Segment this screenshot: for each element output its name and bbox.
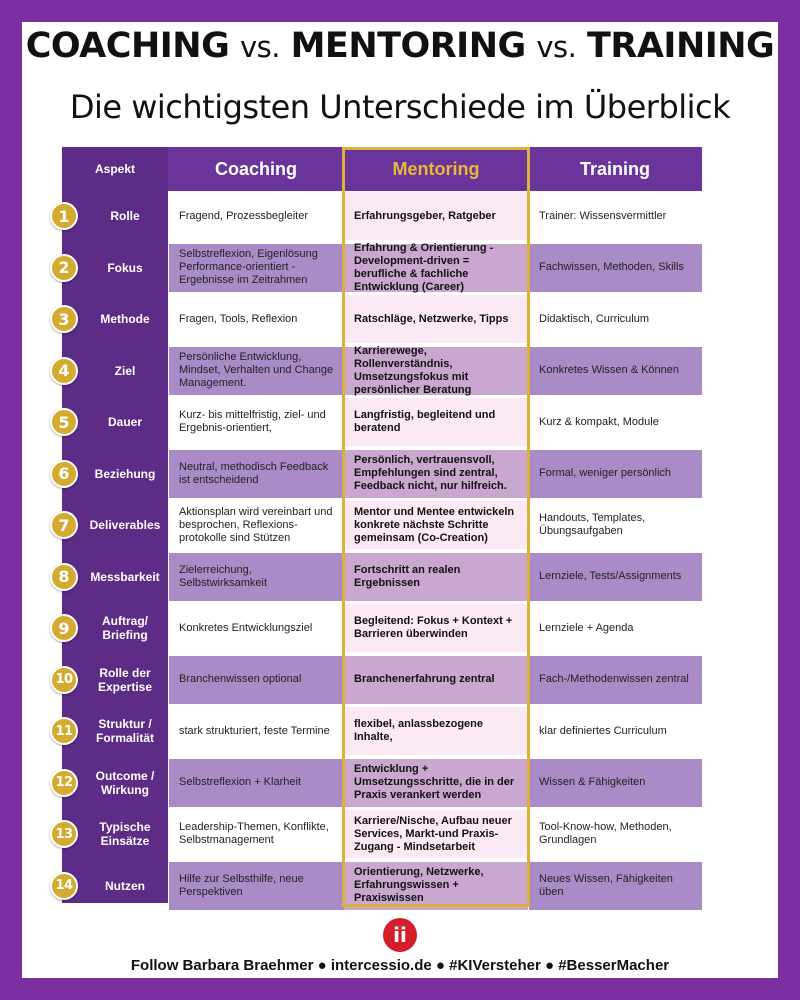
intercessio-logo: ii — [383, 918, 417, 952]
cell-coaching: Neutral, methodisch Feedback ist entscheidend — [169, 450, 344, 498]
row-aspect-label: Rolle der Expertise — [97, 665, 153, 694]
row-aspect-label: Dauer — [107, 415, 142, 429]
row-number-badge: 4 — [50, 357, 78, 385]
cell-coaching: Fragend, Prozessbegleiter — [169, 192, 344, 240]
cell-coaching: Aktionsplan wird vereinbart und besprochen, Reflexions-protokolle sind Stützen — [169, 501, 344, 549]
header-mentoring: Mentoring — [344, 147, 528, 191]
title-mentoring: MENTORING — [290, 26, 526, 66]
row-aspect-label: Deliverables — [89, 518, 161, 532]
table-row — [62, 809, 702, 859]
table-row — [62, 346, 702, 396]
row-aspect-label: Outcome / Wirkung — [95, 768, 155, 797]
cell-training: Didaktisch, Curriculum — [529, 295, 702, 343]
row-aspect-label: Typische Einsätze — [99, 820, 151, 848]
header-coaching: Coaching — [168, 147, 344, 191]
cell-mentoring: Karriere/Nische, Aufbau neuer Services, Markt-und Praxis-Zugang - Mindsetarbeit — [344, 810, 528, 858]
row-number-badge: 14 — [50, 872, 78, 900]
table-row — [62, 449, 702, 499]
table-row — [62, 294, 702, 344]
cell-coaching: Leadership-Themen, Konflikte, Selbstmanagement — [169, 810, 344, 858]
row-number-badge: 8 — [50, 563, 78, 591]
row-aspect-label: Methode — [100, 312, 150, 326]
comparison-table — [62, 147, 702, 903]
row-aspect-label: Struktur / Formalität — [95, 717, 154, 745]
cell-training: Tool-Know-how, Methoden, Grundlagen — [529, 810, 702, 858]
row-aspect-label: Nutzen — [105, 878, 145, 893]
cell-mentoring: Karrierewege, Rollenverständnis, Umsetzungsfokus mit persönlicher Beratung — [344, 347, 528, 395]
cell-mentoring: Langfristig, begleitend und beratend — [344, 398, 528, 446]
cell-mentoring: Orientierung, Netzwerke, Erfahrungswissen + Praxiswissen — [344, 862, 528, 910]
cell-training: Trainer: Wissensvermittler — [529, 192, 702, 240]
row-number-badge: 9 — [50, 614, 78, 642]
row-number-badge: 3 — [50, 305, 78, 333]
table-row — [62, 603, 702, 653]
page-title — [0, 26, 800, 66]
cell-mentoring: Erfahrungsgeber, Ratgeber — [344, 192, 528, 240]
title-vs-1: vs. — [239, 30, 280, 64]
cell-training: Lernziele + Agenda — [529, 604, 702, 652]
table-row — [62, 655, 702, 705]
cell-training: Konkretes Wissen & Können — [529, 347, 702, 395]
table-row — [62, 552, 702, 602]
row-number-badge: 1 — [50, 202, 78, 230]
cell-coaching: Konkretes Entwicklungsziel — [169, 604, 344, 652]
header-training: Training — [528, 147, 702, 191]
title-vs-2: vs. — [536, 30, 577, 64]
cell-mentoring: Fortschritt an realen Ergebnissen — [344, 553, 528, 601]
row-aspect-label: Beziehung — [94, 466, 156, 481]
table-row — [62, 861, 702, 911]
table-row — [62, 706, 702, 756]
table-row — [62, 500, 702, 550]
row-number-badge: 10 — [50, 666, 78, 694]
cell-mentoring: Begleitend: Fokus + Kontext + Barrieren überwinden — [344, 604, 528, 652]
row-number-badge: 13 — [50, 820, 78, 848]
cell-mentoring: flexibel, anlassbezogene Inhalte, — [344, 707, 528, 755]
table-row — [62, 191, 702, 241]
cell-mentoring: Persönlich, vertrauensvoll, Empfehlungen sind zentral, Feedback nicht, nur hilfreich. — [344, 450, 528, 498]
cell-training: Wissen & Fähigkeiten — [529, 759, 702, 807]
cell-mentoring: Erfahrung & Orientierung - Development-driven = berufliche & fachliche Entwicklung (Career) — [344, 244, 528, 292]
row-aspect-label: Messbarkeit — [90, 569, 160, 584]
cell-training: Lernziele, Tests/Assignments — [529, 553, 702, 601]
row-number-badge: 11 — [50, 717, 78, 745]
cell-mentoring: Entwicklung + Umsetzungsschritte, die in der Praxis verankert werden — [344, 759, 528, 807]
cell-coaching: Fragen, Tools, Reflexion — [169, 295, 344, 343]
cell-mentoring: Mentor und Mentee entwickeln konkrete nächste Schritte gemeinsam (Co-Creation) — [344, 501, 528, 549]
cell-coaching: Hilfe zur Selbsthilfe, neue Perspektiven — [169, 862, 344, 910]
table-row — [62, 243, 702, 293]
cell-coaching: Selbstreflexion, Eigenlösung Performance-orientiert - Ergebnisse im Zeitrahmen — [169, 244, 344, 292]
table-row — [62, 397, 702, 447]
cell-training: Handouts, Templates, Übungsaufgaben — [529, 501, 702, 549]
cell-coaching: Zielerreichung, Selbstwirksamkeit — [169, 553, 344, 601]
row-aspect-label: Rolle — [110, 209, 140, 223]
row-aspect-label: Ziel — [114, 363, 136, 378]
cell-mentoring: Branchenerfahrung zentral — [344, 656, 528, 704]
page-subtitle: Die wichtigsten Unterschiede im Überblick — [69, 88, 731, 126]
cell-training: Formal, weniger persönlich — [529, 450, 702, 498]
row-number-badge: 6 — [50, 460, 78, 488]
cell-coaching: Persönliche Entwicklung, Mindset, Verhalten und Change Management. — [169, 347, 344, 395]
row-number-badge: 5 — [50, 408, 78, 436]
title-training: TRAINING — [587, 26, 775, 66]
row-number-badge: 7 — [50, 511, 78, 539]
cell-coaching: Branchenwissen optional — [169, 656, 344, 704]
cell-training: Kurz & kompakt, Module — [529, 398, 702, 446]
cell-training: klar definiertes Curriculum — [529, 707, 702, 755]
row-number-badge: 12 — [50, 769, 78, 797]
cell-coaching: stark strukturiert, feste Termine — [169, 707, 344, 755]
cell-training: Fachwissen, Methoden, Skills — [529, 244, 702, 292]
footer-credits: Follow Barbara Braehmer ● intercessio.de ● #KIVersteher ● #BesserMacher — [130, 957, 670, 974]
row-number-badge: 2 — [50, 254, 78, 282]
title-coaching: COACHING — [25, 26, 230, 66]
cell-mentoring: Ratschläge, Netzwerke, Tipps — [344, 295, 528, 343]
cell-coaching: Selbstreflexion + Klarheit — [169, 759, 344, 807]
row-aspect-label: Fokus — [107, 260, 143, 275]
table-row — [62, 758, 702, 808]
header-aspect: Aspekt — [62, 147, 168, 191]
cell-training: Fach-/Methodenwissen zentral — [529, 656, 702, 704]
cell-training: Neues Wissen, Fähigkeiten üben — [529, 862, 702, 910]
row-aspect-label: Auftrag/ Briefing — [102, 614, 148, 642]
cell-coaching: Kurz- bis mittelfristig, ziel- und Ergebnis-orientiert, — [169, 398, 344, 446]
